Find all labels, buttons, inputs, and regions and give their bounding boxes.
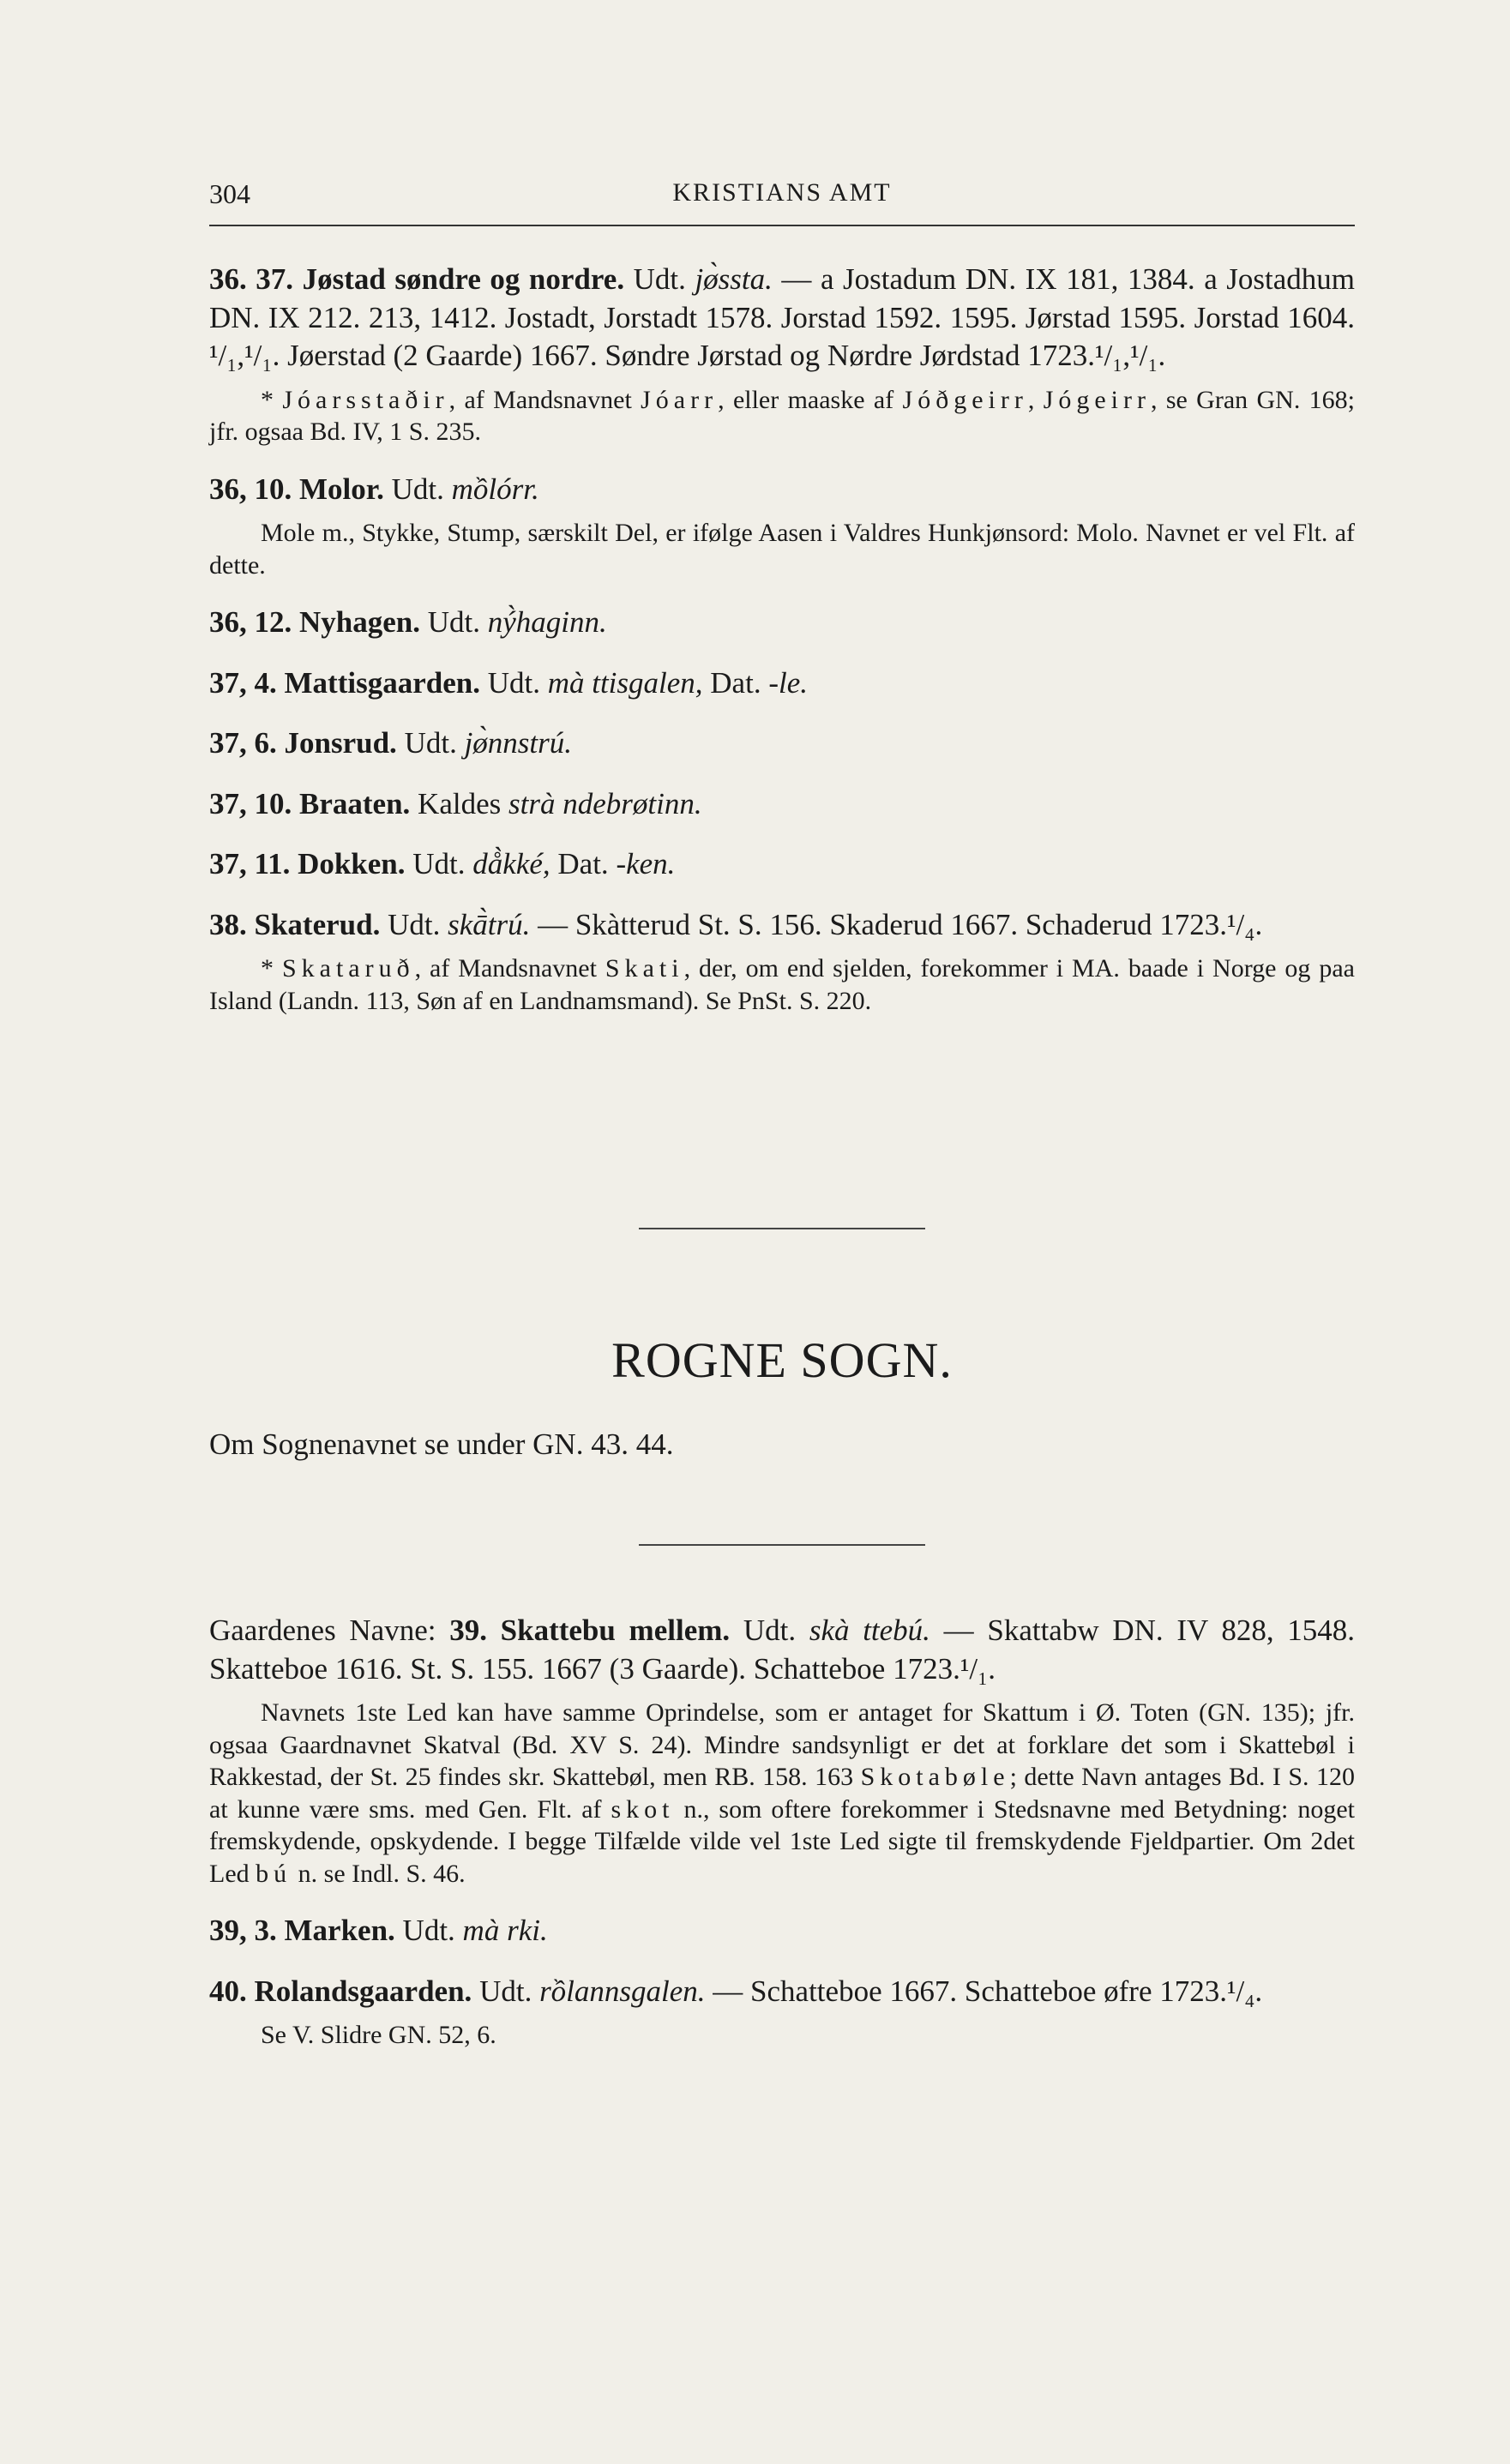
entry-title: 36. 37. Jøstad søndre og nordre.: [209, 262, 625, 296]
old-form: Skati: [605, 954, 684, 983]
entry-title: 39. Skattebu mellem.: [449, 1614, 731, 1647]
udt-label: Udt.: [427, 605, 480, 639]
pronunciation: ný̀haginn.: [487, 605, 607, 639]
entry-title: 36, 12. Nyhagen.: [209, 605, 420, 639]
old-form: bú: [256, 1859, 292, 1888]
pronunciation: mà ttisgalen,: [547, 665, 703, 700]
note-text: n. se Indl. S. 46.: [292, 1859, 466, 1888]
note-text: , af Mandsnavnet: [414, 954, 605, 983]
section-rule-bottom: [639, 1544, 925, 1546]
entry-title: 37, 4. Mattisgaarden.: [209, 665, 480, 700]
section-title: ROGNE SOGN.: [611, 1332, 953, 1388]
pronunciation: då̀kké,: [472, 847, 550, 880]
udt-label: Udt.: [633, 262, 686, 296]
note-text: ,: [1027, 385, 1044, 414]
note-molor: Mole m., Stykke, Stump, særskilt Del, er ifølge Aasen i Valdres Hunkjønsord: Molo. Navnet er vel Flt. af dette.: [209, 519, 1355, 580]
dative-form: -ken.: [616, 847, 676, 880]
entry-title: 36, 10. Molor.: [209, 472, 384, 506]
entry-title: 37, 11. Dokken.: [209, 847, 406, 880]
header-rule: [209, 225, 1355, 226]
entry-skaterud: [209, 906, 1355, 945]
pronunciation: rồlannsgalen.: [539, 1974, 706, 2008]
old-form: Skotabøle: [860, 1763, 1010, 1791]
lead-text: Gaardenes Navne:: [209, 1614, 450, 1647]
udt-label: Udt.: [388, 907, 441, 941]
entries-block-kristians: [209, 261, 1355, 1017]
page-number: 304: [209, 178, 250, 209]
udt-label: Udt.: [404, 726, 457, 760]
entry-title: 37, 6. Jonsrud.: [209, 726, 397, 760]
page-header: [209, 178, 1355, 216]
entry-jostad: [209, 261, 1355, 376]
old-form: Skataruð: [281, 954, 415, 983]
old-form: Jóðgeirr: [902, 385, 1028, 414]
udt-label: Udt.: [402, 1914, 455, 1947]
note-text: , eller maaske af: [718, 385, 903, 414]
udt-label: Udt.: [479, 1974, 532, 2008]
entry-text: — Skàtterud St. S. 156. Skaderud 1667. Schaderud 1723.¹/₄.: [530, 907, 1263, 941]
entry-title: 40. Rolandsgaarden.: [209, 1974, 472, 2008]
note-star: *: [261, 954, 282, 983]
entry-text: Dat.: [702, 665, 769, 700]
pronunciation: skā̀trú.: [448, 907, 531, 941]
entries-block-rogne: [209, 1612, 1355, 2052]
section-subtitle: Om Sognenavnet se under GN. 43. 44.: [209, 1427, 674, 1461]
udt-label: Udt.: [412, 847, 466, 880]
entry-text: Dat.: [550, 847, 617, 880]
note-skaterud: [209, 953, 1355, 1017]
pronunciation: mồlórr.: [451, 472, 539, 506]
pronunciation: jø̀nnstrú.: [464, 726, 573, 760]
note-rolandsgaarden: Se V. Slidre GN. 52, 6.: [261, 2021, 496, 2049]
note-skattebu: [209, 1697, 1355, 1890]
pronunciation: jø̀ssta.: [695, 262, 773, 296]
section-rule-top: [639, 1228, 925, 1229]
entry-rolandsgaarden: [209, 1973, 1355, 2011]
note-text: , se Gran GN. 168; jfr. ogsaa Bd. IV, 1 S. 235.: [209, 385, 1355, 446]
udt-label: Udt.: [391, 472, 444, 506]
old-form: Jóarr: [641, 385, 719, 414]
entry-text: — Skattabw DN. IV 828, 1548. Skatteboe 1616. St. S. 155. 1667 (3 Gaarde). Schatteboe 1723.¹/₁.: [209, 1614, 1356, 1686]
entry-nyhagen: [209, 604, 1355, 642]
pronunciation: skà ttebú.: [809, 1614, 930, 1647]
dative-form: -le.: [768, 665, 808, 700]
udt-label: Udt.: [743, 1614, 797, 1647]
note-text: Navnets 1ste Led kan have samme Oprindelse, som er antaget for Skattum i Ø. Toten (GN. 135); jfr. ogsaa Gaardnavnet Skatval (Bd. XV S. 24). Mindre sandsynligt er det at forklare det som i Skattebøl i Rakkestad, der St. 25 findes skr. Skattebøl, men RB. 158. 163: [209, 1698, 1355, 1791]
entry-title: 38. Skaterud.: [209, 907, 381, 941]
pronunciation: mà rki.: [462, 1914, 548, 1947]
entry-molor: [209, 471, 1355, 509]
entry-jonsrud: [209, 724, 1355, 763]
entry-text: Kaldes: [418, 786, 502, 820]
entry-title: 37, 10. Braaten.: [209, 786, 411, 820]
old-form: skot: [611, 1794, 675, 1824]
entry-title: 39, 3. Marken.: [209, 1914, 395, 1947]
entry-mattisgaarden: [209, 664, 1355, 703]
entry-text: — Schatteboe 1667. Schatteboe øfre 1723.¹/₄.: [705, 1974, 1263, 2008]
entry-dokken: [209, 845, 1355, 884]
note-text: , af Mandsnavnet: [448, 385, 641, 414]
udt-label: Udt.: [487, 665, 540, 700]
old-form: Jóarsstaðir: [282, 385, 449, 414]
note-text: , der, om end sjelden, forekommer i MA. baade i Norge og paa Island (Landn. 113, Søn af en Landnamsmand). Se PnSt. S. 220.: [209, 954, 1355, 1015]
entry-marken: [209, 1912, 1355, 1950]
pronunciation: strà ndebrøtinn.: [508, 786, 702, 820]
old-form: Jógeirr: [1043, 385, 1151, 414]
note-text: ; dette Navn antages Bd. I S. 120 at kunne være sms. med Gen. Flt. af: [209, 1763, 1355, 1824]
note-star: *: [261, 385, 283, 414]
entry-skattebu: [209, 1612, 1355, 1688]
note-jostad: [209, 384, 1355, 448]
entry-text: — a Jostadum DN. IX 181, 1384. a Jostadhum DN. IX 212. 213, 1412. Jostadt, Jorstadt 1578. Jorstad 1592. 1595. Jørstad 1595. Jorstad 1604. ¹/₁,¹/₁. Jøerstad (2 Gaarde) 1667. Søndre Jørstad og Nørdre Jørdstad 1723.¹/₁,¹/₁.: [209, 262, 1356, 372]
running-title: KRISTIANS AMT: [672, 178, 892, 207]
entry-braaten: [209, 785, 1355, 824]
note-text: n., som oftere forekommer i Stedsnavne med Betydning: noget fremskydende, opskydende. I begge Tilfælde vilde vel 1ste Led sigte til fremskydende Fjeldpartier. Om 2det Led: [209, 1794, 1355, 1888]
